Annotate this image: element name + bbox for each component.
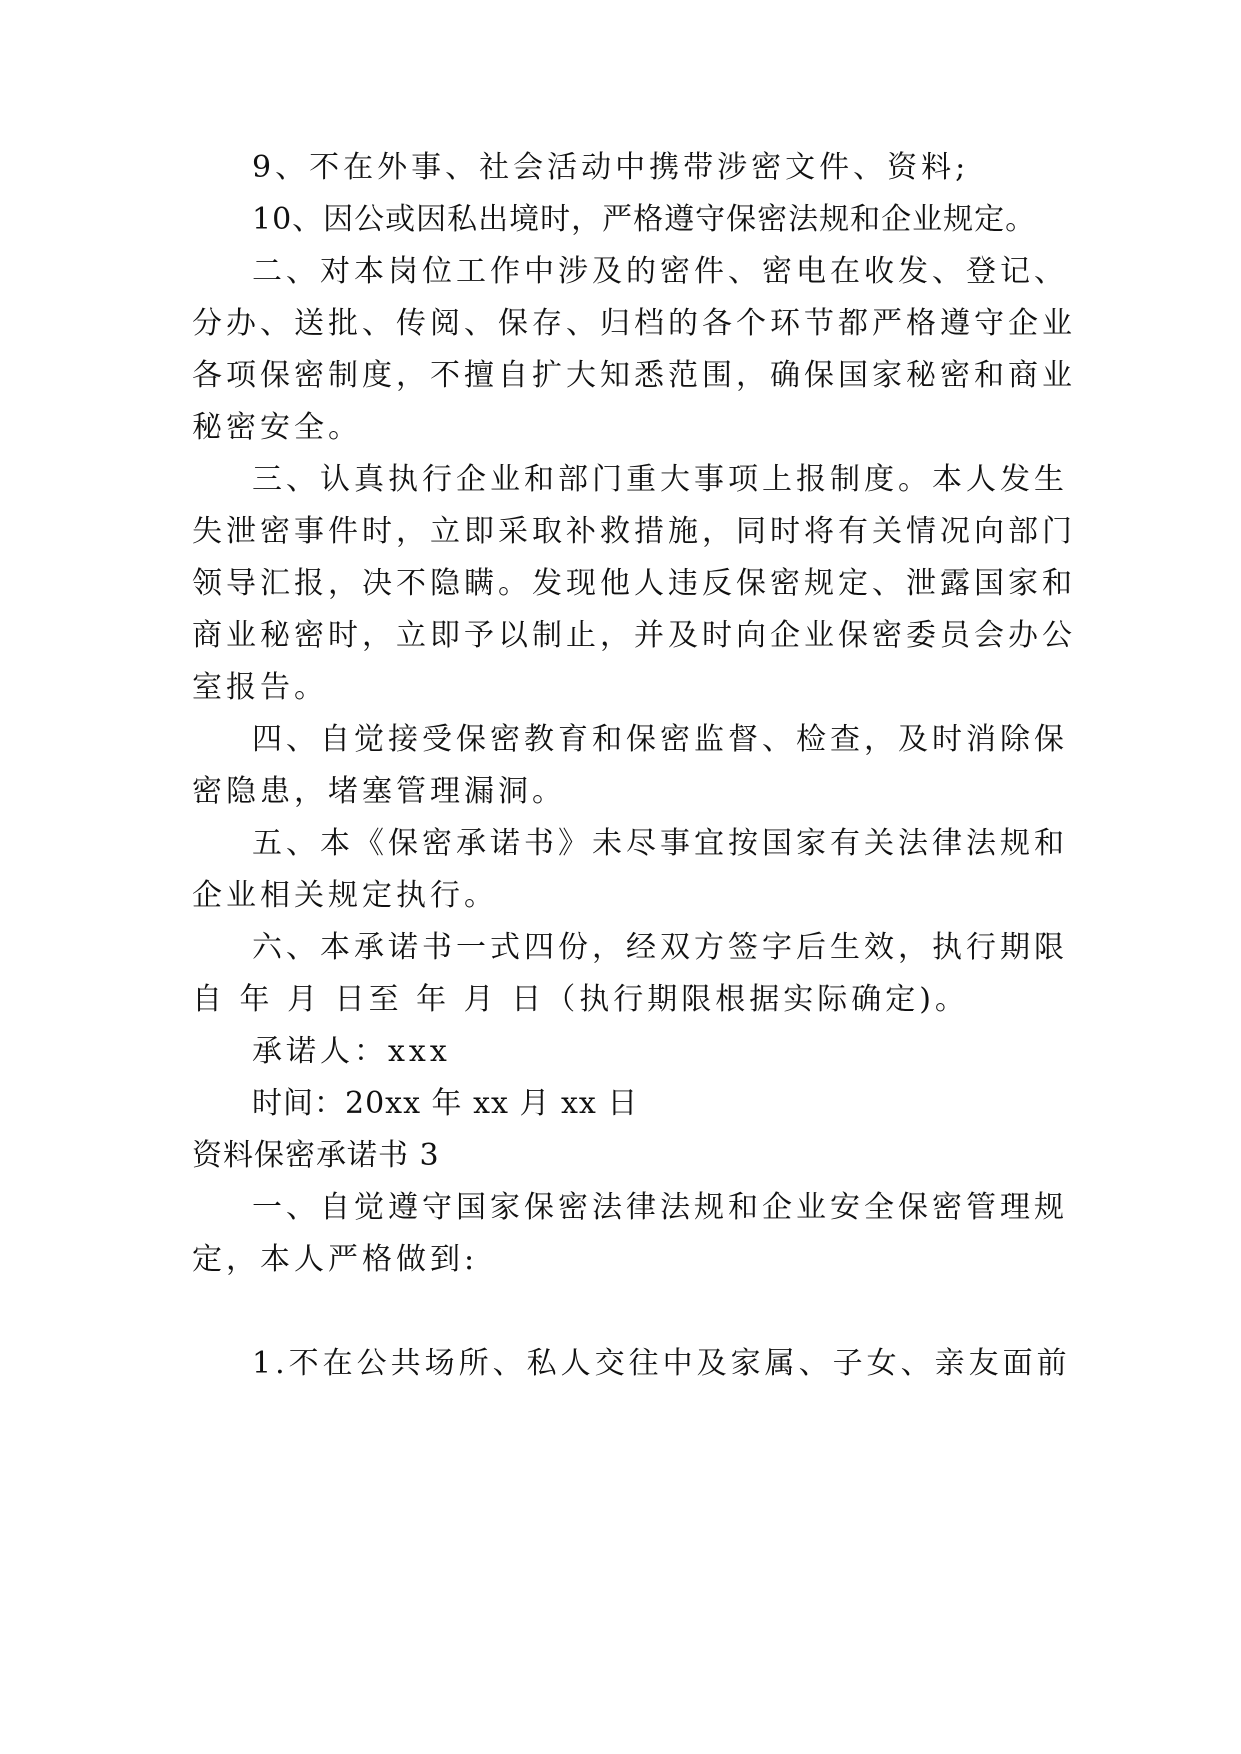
section-2-line-3: 各项保密制度，不擅自扩大知悉范围，确保国家秘密和商业 (192, 358, 1076, 393)
section-5-line-1: 五、本《保密承诺书》未尽事宜按国家有关法律法规和 (252, 826, 1068, 861)
section-4-line-2: 密隐患，堵塞管理漏洞。 (192, 774, 566, 809)
date-line: 时间：20xx 年 xx 月 xx 日 (252, 1086, 639, 1121)
section-6-line-2: 自 年 月 日至 年 月 日（执行期限根据实际确定)。 (192, 982, 969, 1017)
promisor-line: 承诺人：xxx (252, 1034, 451, 1069)
doc3-section-1-line-2: 定，本人严格做到: (192, 1242, 479, 1277)
item-9-line: 9、不在外事、社会活动中携带涉密文件、资料; (252, 150, 970, 185)
item-10-line: 10、因公或因私出境时，严格遵守保密法规和企业规定。 (252, 202, 1037, 237)
section-4-line-1: 四、自觉接受保密教育和保密监督、检查，及时消除保 (252, 722, 1068, 757)
section-3-line-5: 室报告。 (192, 670, 328, 705)
section-2-line-2: 分办、送批、传阅、保存、归档的各个环节都严格遵守企业 (192, 306, 1076, 341)
doc3-section-1-line-1: 一、自觉遵守国家保密法律法规和企业安全保密管理规 (252, 1190, 1068, 1225)
section-3-line-1: 三、认真执行企业和部门重大事项上报制度。本人发生 (252, 462, 1068, 497)
section-3-line-3: 领导汇报，决不隐瞒。发现他人违反保密规定、泄露国家和 (192, 566, 1076, 601)
section-5-line-2: 企业相关规定执行。 (192, 878, 498, 913)
section-2-line-1: 二、对本岗位工作中涉及的密件、密电在收发、登记、 (252, 254, 1068, 289)
section-3-line-4: 商业秘密时，立即予以制止，并及时向企业保密委员会办公 (192, 618, 1076, 653)
doc3-item-1-line: 1.不在公共场所、私人交往中及家属、子女、亲友面前 (252, 1346, 1071, 1381)
document-3-title: 资料保密承诺书 3 (192, 1138, 440, 1173)
section-3-line-2: 失泄密事件时，立即采取补救措施，同时将有关情况向部门 (192, 514, 1076, 549)
section-2-line-4: 秘密安全。 (192, 410, 362, 445)
section-6-line-1: 六、本承诺书一式四份，经双方签字后生效，执行期限 (252, 930, 1068, 965)
